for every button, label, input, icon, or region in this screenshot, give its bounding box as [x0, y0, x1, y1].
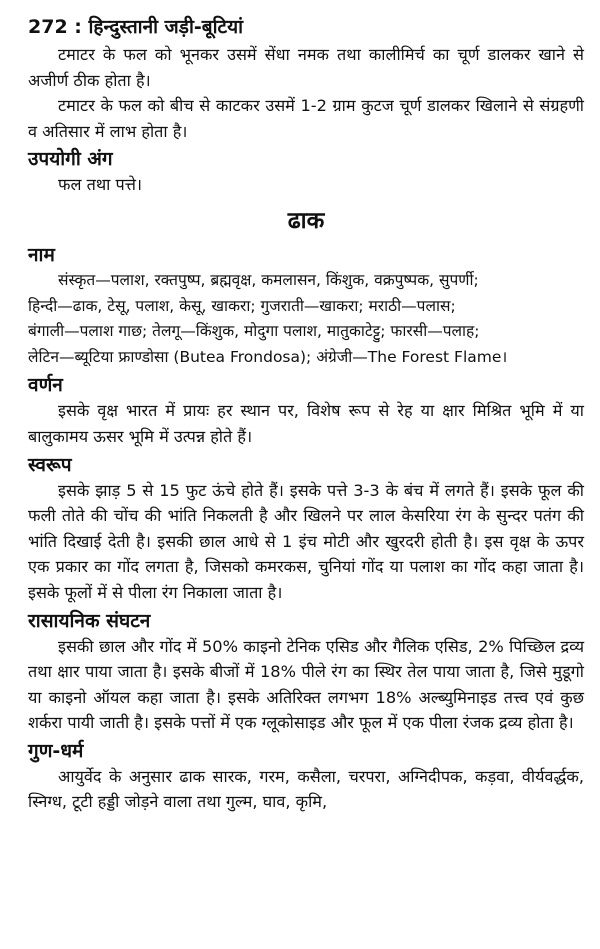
names-line-4: लेटिन—ब्यूटिया फ्राण्डोसा (Butea Frondosa); अंग्रेजी—The Forest Flame। — [28, 347, 508, 366]
form-text: इसके झाड़ 5 से 15 फुट ऊंचे होते हैं। इसके पत्ते 3-3 के बंच में लगते हैं। इसके फूल की फली तोते की चोंच की भांति निकलती है और खिलने पर लाल केसरिया रंग के सुन्दर पतंग की भांति दिखाई देती है। इसकी छाल आधे से 1 इंच मोटी और खुरदरी होती है। इस वृक्ष के ऊपर एक प्रकार का गोंद लगता है, जिसको कमरकस, चुनियां गोंद या पलाश का गोंद कहा जाता है। इसके फूलों में से पीला रंग निकाला जाता है। — [28, 480, 584, 602]
description-heading: वर्णन — [28, 374, 63, 397]
section-title: ढाक — [287, 207, 325, 234]
intro-paragraph-1: टमाटर के फल को भूनकर उसमें सेंधा नमक तथा कालीमिर्च का चूर्ण डालकर खाने से अजीर्ण ठीक होता है। — [28, 45, 584, 90]
chemical-heading: रासायनिक संघटन — [28, 609, 151, 632]
form-heading: स्वरूप — [28, 453, 72, 476]
chemical-text: इसकी छाल और गोंद में 50% काइनो टेनिक एसिड और गैलिक एसिड, 2% पिच्छिल द्रव्य तथा क्षार पाया जाता है। इसके बीजों में 18% पीले रंग का स्थिर तेल पाया जाता है, जिसे मुडूगो या काइनो ऑयल कहा जाता है। इसके अतिरिक्त लगभग 18% अल्ब्युमिनाइड तत्त्व एवं कुछ शर्करा पायी जाती है। इसके पत्तों में एक ग्लूकोसाइड और फूल में एक पीला रंजक द्रव्य होता है। — [28, 636, 584, 733]
names-line-3: बंगाली—पलाश गाछ; तेलगू—किंशुक, मोदुगा पलाश, मातुकाटेट्टु; फारसी—पलाह; — [28, 322, 480, 341]
useful-parts-heading: उपयोगी अंग — [28, 148, 113, 171]
running-head: 272 : हिन्दुस्तानी जड़ी-बूटियां — [28, 16, 244, 38]
intro-paragraph-2: टमाटर के फल को बीच से काटकर उसमें 1-2 ग्राम कुटज चूर्ण डालकर खिलाने से संग्रहणी व अतिसार में लाभ होता है। — [28, 96, 584, 141]
names-heading: नाम — [28, 243, 55, 266]
properties-text: आयुर्वेद के अनुसार ढाक सारक, गरम, कसैला, चरपरा, अग्निदीपक, कड़वा, वीर्यवर्द्धक, स्निग्ध, टूटी हड्डी जोड़ने वाला तथा गुल्म, घाव, कृमि, — [28, 766, 584, 812]
names-line-2: हिन्दी—ढाक, टेसू, पलाश, केसू, खाकरा; गुजराती—खाकरा; मराठी—पलास; — [28, 296, 456, 315]
useful-parts-text: फल तथा पत्ते। — [58, 175, 143, 195]
description-text: इसके वृक्ष भारत में प्रायः हर स्थान पर, विशेष रूप से रेह या क्षार मिश्रित भूमि में या बालुकामय ऊसर भूमि में उत्पन्न होते हैं। — [28, 401, 584, 446]
names-line-1: संस्कृत—पलाश, रक्तपुष्प, ब्रह्मवृक्ष, कमलासन, किंशुक, वक्रपुष्पक, सुपर्णी; — [58, 270, 479, 289]
properties-heading: गुण-धर्म — [28, 739, 84, 762]
